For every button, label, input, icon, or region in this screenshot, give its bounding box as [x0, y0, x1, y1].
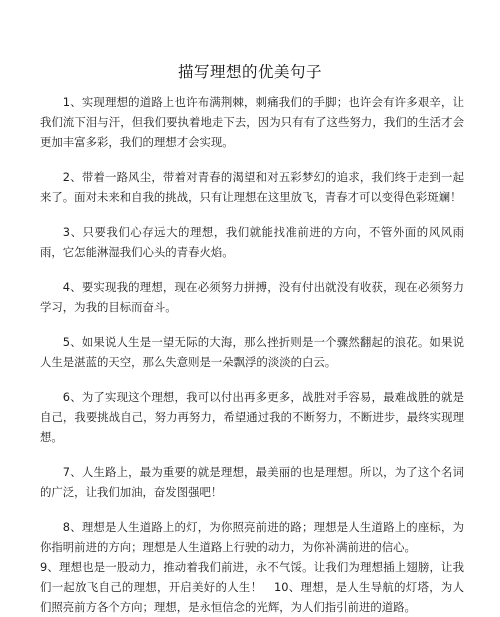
paragraph-6: 6、为了实现这个理想，我可以付出再多更多，战胜对手容易，最难战胜的就是自己，我要挑战自己，努力再努力，希望通过我的不断努力，不断进步，最终实现理想。: [40, 390, 464, 444]
paragraph-4: 4、要实现我的理想，现在必须努力拼搏，没有付出就没有收获，现在必须努力学习，为我的目标而奋斗。: [40, 280, 464, 314]
paragraph-3: 3、只要我们心存远大的理想，我们就能找准前进的方向，不管外面的风风雨雨，它怎能淋湿我们心头的青春火焰。: [40, 225, 464, 259]
document-body: [40, 92, 464, 617]
paragraph-2: 2、带着一路风尘，带着对青春的渴望和对五彩梦幻的追求，我们终于走到一起来了。面对未来和自我的挑战，只有让理想在这里放飞，青春才可以变得色彩斑斓！: [40, 170, 464, 204]
paragraph-1: 1、实现理想的道路上也许布满荆棘，刺痛我们的手脚；也许会有许多艰辛，让我们流下泪与汗，但我们要执着地走下去，因为只有有了这些努力，我们的生活才会更加丰富多彩，我们的理想才会实现。: [40, 95, 464, 149]
paragraph-9: 9、理想也是一股动力，推动着我们前进，永不气馁。让我们为理想插上翅膀，让我们一起放飞自己的理想，开启美好的人生！ 10、理想，是人生导航的灯塔，为人们照亮前方各个方向；理想，是永恒信念的光辉，为人们指引前进的道路。: [40, 560, 464, 614]
paragraph-8: 8、理想是人生道路上的灯，为你照亮前进的路；理想是人生道路上的座标，为你指明前进的方向；理想是人生道路上行驶的动力，为你补满前进的信心。: [40, 520, 464, 554]
paragraph-5: 5、如果说人生是一望无际的大海，那么挫折则是一个骤然翻起的浪花。如果说人生是湛蓝的天空，那么失意则是一朵飘浮的淡淡的白云。: [40, 335, 464, 369]
paragraph-7: 7、人生路上，最为重要的就是理想，最美丽的也是理想。所以，为了这个名词的广泛，让我们加油，奋发图强吧！: [40, 465, 464, 499]
page-title: 描写理想的优美句子: [177, 63, 322, 81]
